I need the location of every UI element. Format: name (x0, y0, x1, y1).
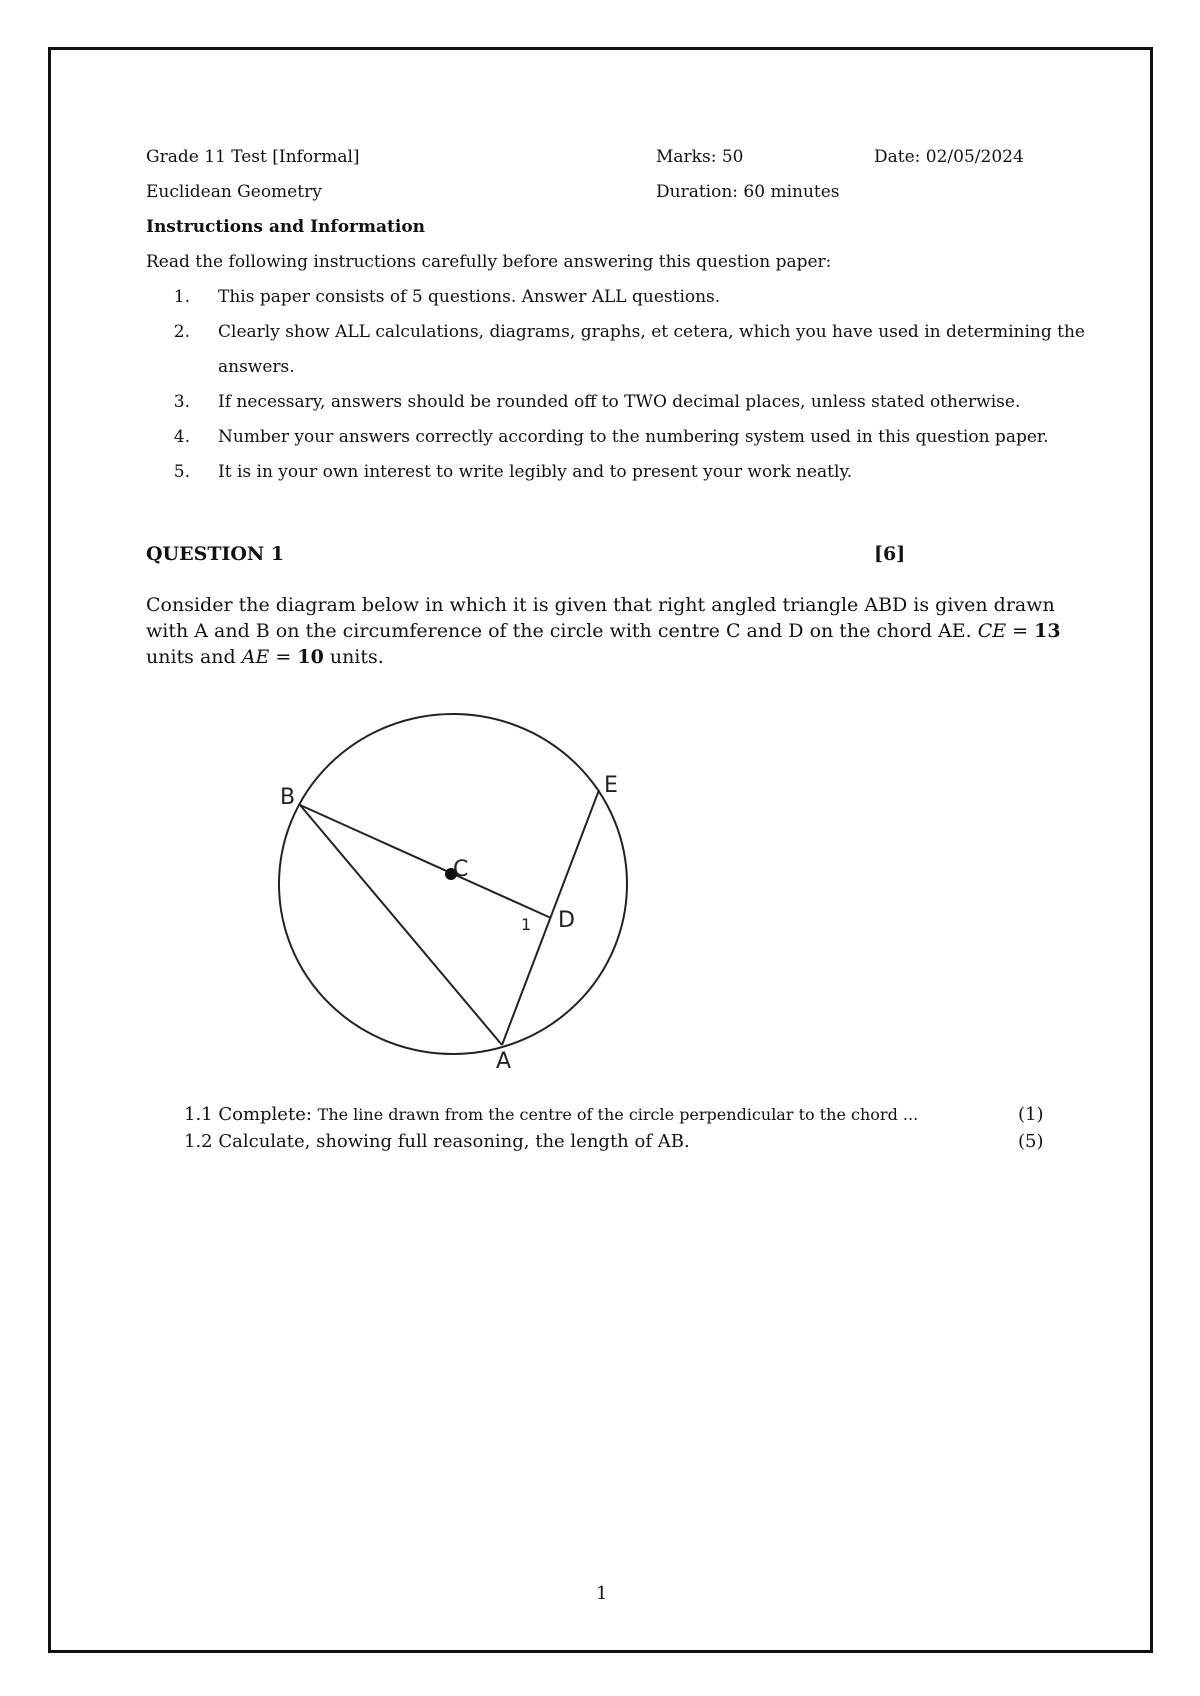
segment-bd (300, 805, 551, 918)
subquestion-1-1 (184, 1104, 918, 1125)
segment-ba (300, 805, 502, 1045)
segment-ae (502, 790, 599, 1045)
question-total-marks: [6] (874, 543, 906, 565)
label-a: A (496, 1049, 512, 1074)
marks: Marks: 50 (656, 147, 744, 167)
item-number: 2. (173, 322, 190, 342)
subquestion-1-2: 1.2 Calculate, showing full reasoning, the length of AB. (184, 1131, 690, 1152)
date: Date: 02/05/2024 (874, 147, 1024, 167)
duration: Duration: 60 minutes (656, 182, 840, 202)
item-text: If necessary, answers should be rounded off to TWO decimal places, unless stated otherwise. (218, 392, 1021, 412)
label-e: E (604, 773, 618, 798)
test-title: Grade 11 Test [Informal] (146, 147, 360, 167)
item-text: Number your answers correctly according to the numbering system used in this question paper. (218, 427, 1049, 447)
subject: Euclidean Geometry (146, 182, 322, 202)
equals-sign: = (1006, 620, 1035, 642)
item-number: 4. (173, 427, 190, 447)
item-text: It is in your own interest to write legibly and to present your work neatly. (218, 462, 853, 482)
angle-label: 1 (521, 915, 532, 934)
ce-value: 13 (1034, 620, 1061, 642)
instructions-intro: Read the following instructions carefully before answering this question paper: (146, 252, 832, 272)
circle (279, 714, 627, 1054)
subquestion-text: The line drawn from the centre of the circle perpendicular to the chord ... (317, 1105, 919, 1124)
units-text: units and (146, 646, 242, 668)
label-b: B (280, 785, 296, 810)
subquestion-1-2-marks: (5) (1018, 1131, 1044, 1152)
page-number: 1 (596, 1583, 608, 1604)
item-number: 1. (173, 287, 190, 307)
question-title: QUESTION 1 (146, 543, 285, 565)
ae-label: AE (241, 646, 270, 668)
item-number: 5. (173, 462, 190, 482)
item-number: 3. (173, 392, 190, 412)
label-c: C (453, 857, 469, 882)
subquestion-prefix: 1.1 Complete: (184, 1104, 318, 1125)
item-text-continued: answers. (218, 357, 295, 377)
equals-sign: = (269, 646, 298, 668)
ce-label: CE (977, 620, 1007, 642)
subquestion-1-1-marks: (1) (1018, 1104, 1044, 1125)
stem-text: Consider the diagram below in which it is given that right angled triangle ABD is given drawn with A and B on the circumference of the circle with centre C and D on the chord AE. (146, 594, 1055, 642)
label-d: D (558, 908, 575, 933)
item-text: Clearly show ALL calculations, diagrams, graphs, et cetera, which you have used in determining the (218, 322, 1085, 342)
instructions-heading: Instructions and Information (146, 217, 426, 237)
item-text: This paper consists of 5 questions. Answer ALL questions. (218, 287, 721, 307)
ae-value: 10 (297, 646, 324, 668)
units-text: units. (323, 646, 384, 668)
